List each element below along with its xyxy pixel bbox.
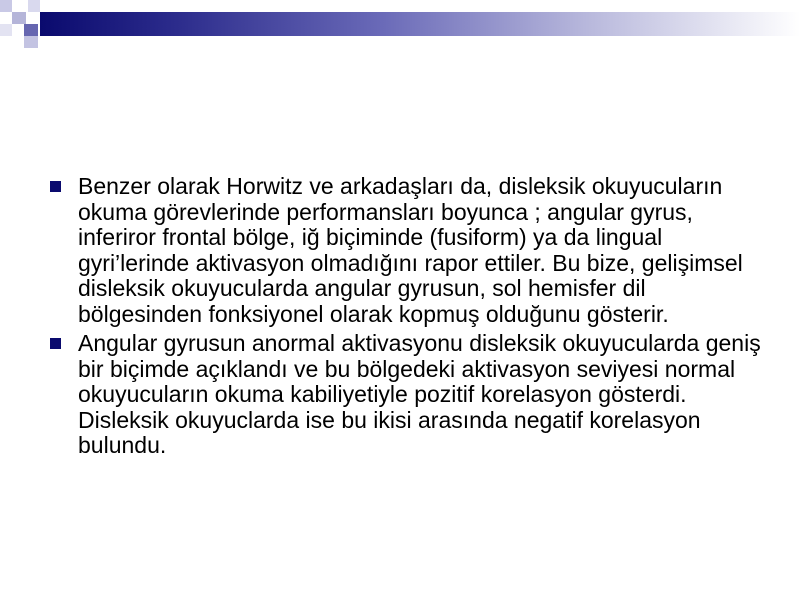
decorative-square: [24, 36, 38, 48]
bullet-text: Benzer olarak Horwitz ve arkadaşları da, disleksik okuyucuların okuma görevlerinde performansları boyunca ; angular gyrus, inferiror frontal bölge, iğ biçiminde (fusiform) ya da lingual gyri’lerinde aktivasyon olmadığını rapor ettiler. Bu bize, gelişimsel disleksik okuyucularda angular gyrusun, sol hemisfer dil bölgesinden fonksiyonel olarak kopmuş olduğunu gösterir.: [78, 173, 743, 327]
bullet-list: [48, 174, 768, 463]
decorative-square: [12, 24, 24, 36]
decorative-square: [40, 0, 60, 12]
decorative-square: [12, 36, 24, 48]
list-item: [48, 331, 768, 459]
decorative-square: [0, 0, 12, 12]
header-gradient-band: [40, 12, 800, 36]
bullet-text: Angular gyrusun anormal aktivasyonu disleksik okuyucularda geniş bir biçimde açıklandı ve bu bölgedeki aktivasyon seviyesi normal okuyucuların okuma kabiliyetiyle pozitif korelasyon gösterdi. Disleksik okuyuclarda ise bu ikisi arasında negatif korelasyon bulundu.: [78, 330, 761, 458]
square-bullet-icon: [50, 338, 61, 349]
list-item: [48, 174, 768, 327]
decorative-square: [24, 24, 38, 36]
decorative-square: [0, 12, 12, 24]
decorative-square: [26, 12, 40, 24]
decorative-square: [0, 24, 12, 36]
decorative-square: [12, 12, 26, 24]
square-bullet-icon: [50, 181, 61, 192]
